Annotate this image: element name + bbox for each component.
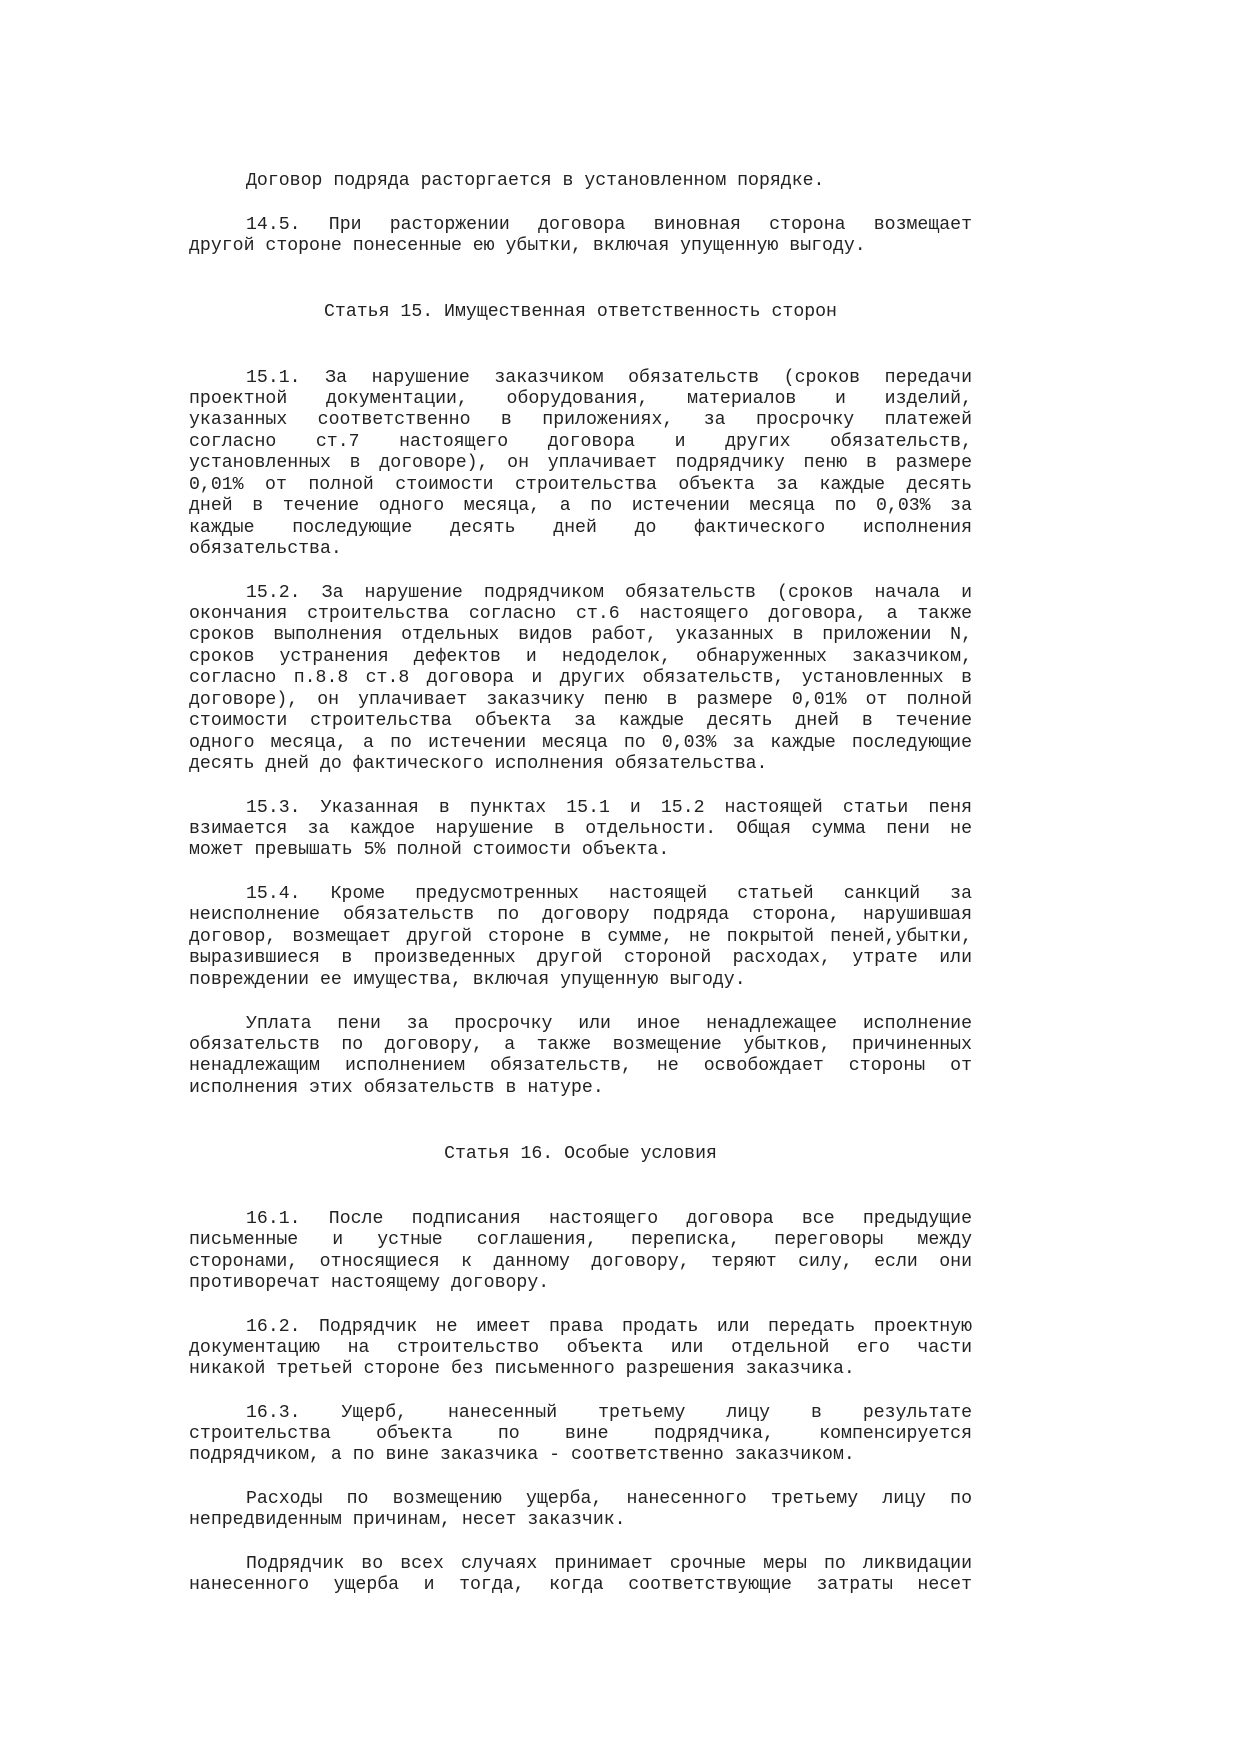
paragraph-line: каждые последующие десять дней до фактического исполнения (189, 518, 972, 538)
paragraph-line: договор, возмещает другой стороне в сумме, не покрытой пеней,убытки, (189, 927, 972, 947)
paragraph-line: строительства объекта по вине подрядчика, компенсируется (189, 1424, 972, 1444)
paragraph-line: документацию на строительство объекта или отдельной его части (189, 1338, 972, 1358)
paragraph-line: 16.3. Ущерб, нанесенный третьему лицу в результате (246, 1403, 972, 1423)
paragraph-line: повреждении ее имущества, включая упущенную выгоду. (189, 970, 746, 990)
paragraph-line: противоречат настоящему договору. (189, 1273, 550, 1293)
paragraph-line: обязательств по договору, а также возмещение убытков, причиненных (189, 1035, 972, 1055)
paragraph-line: письменные и устные соглашения, переписка, переговоры между (189, 1230, 972, 1250)
paragraph-line: другой стороне понесенные ею убытки, включая упущенную выгоду. (189, 236, 866, 256)
paragraph-line: 0,01% от полной стоимости строительства объекта за каждые десять (189, 475, 972, 495)
paragraph-line: 16.1. После подписания настоящего договора все предыдущие (246, 1209, 972, 1229)
paragraph-line: дней в течение одного месяца, а по истечении месяца по 0,03% за (189, 496, 972, 516)
paragraph-line: Расходы по возмещению ущерба, нанесенного третьему лицу по (246, 1489, 972, 1509)
paragraph-line: стоимости строительства объекта за каждые десять дней в течение (189, 711, 972, 731)
paragraph-line: установленных в договоре), он уплачивает подрядчику пеню в размере (189, 453, 972, 473)
paragraph-line: сторонами, относящиеся к данному договору, теряют силу, если они (189, 1252, 972, 1272)
paragraph-line: сроков выполнения отдельных видов работ, указанных в приложении N, (189, 625, 972, 645)
paragraph-line: 15.3. Указанная в пунктах 15.1 и 15.2 настоящей статьи пеня (246, 798, 972, 818)
paragraph-line: неисполнение обязательств по договору подряда сторона, нарушившая (189, 905, 972, 925)
paragraph-line: 15.1. За нарушение заказчиком обязательств (сроков передачи (246, 368, 972, 388)
paragraph-line: 14.5. При расторжении договора виновная сторона возмещает (246, 215, 972, 235)
paragraph-line: сроков устранения дефектов и недоделок, обнаруженных заказчиком, (189, 647, 972, 667)
paragraph-line: ненадлежащим исполнением обязательств, не освобождает стороны от (189, 1056, 972, 1076)
paragraph-line: подрядчиком, а по вине заказчика - соответственно заказчиком. (189, 1445, 855, 1465)
article-heading: Статья 16. Особые условия (444, 1144, 717, 1164)
paragraph-line: десять дней до фактического исполнения обязательства. (189, 754, 768, 774)
paragraph-line: выразившиеся в произведенных другой стороной расходах, утрате или (189, 948, 972, 968)
paragraph-line: согласно п.8.8 ст.8 договора и других обязательств, установленных в (189, 668, 972, 688)
paragraph-line: одного месяца, а по истечении месяца по 0,03% за каждые последующие (189, 733, 972, 753)
paragraph-line: Подрядчик во всех случаях принимает срочные меры по ликвидации (246, 1554, 972, 1574)
paragraph-line: Уплата пени за просрочку или иное ненадлежащее исполнение (246, 1014, 972, 1034)
paragraph-line: договоре), он уплачивает заказчику пеню в размере 0,01% от полной (189, 690, 972, 710)
paragraph-line: обязательства. (189, 539, 342, 559)
paragraph-line: непредвиденным причинам, несет заказчик. (189, 1510, 626, 1530)
paragraph-line: согласно ст.7 настоящего договора и других обязательств, (189, 432, 972, 452)
paragraph-line: может превышать 5% полной стоимости объекта. (189, 840, 670, 860)
paragraph-line: исполнения этих обязательств в натуре. (189, 1078, 604, 1098)
paragraph-line: 15.4. Кроме предусмотренных настоящей статьей санкций за (246, 884, 972, 904)
paragraph-line: 16.2. Подрядчик не имеет права продать или передать проектную (246, 1317, 972, 1337)
paragraph-line: никакой третьей стороне без письменного разрешения заказчика. (189, 1359, 855, 1379)
paragraph-line: 15.2. За нарушение подрядчиком обязательств (сроков начала и (246, 583, 972, 603)
paragraph-line: проектной документации, оборудования, материалов и изделий, (189, 389, 972, 409)
paragraph-line: указанных соответственно в приложениях, за просрочку платежей (189, 410, 972, 430)
paragraph-line: нанесенного ущерба и тогда, когда соответствующие затраты несет (189, 1575, 972, 1595)
paragraph-line: Договор подряда расторгается в установленном порядке. (246, 171, 825, 191)
paragraph-line: окончания строительства согласно ст.6 настоящего договора, а также (189, 604, 972, 624)
article-heading: Статья 15. Имущественная ответственность сторон (324, 302, 837, 322)
paragraph-line: взимается за каждое нарушение в отдельности. Общая сумма пени не (189, 819, 972, 839)
